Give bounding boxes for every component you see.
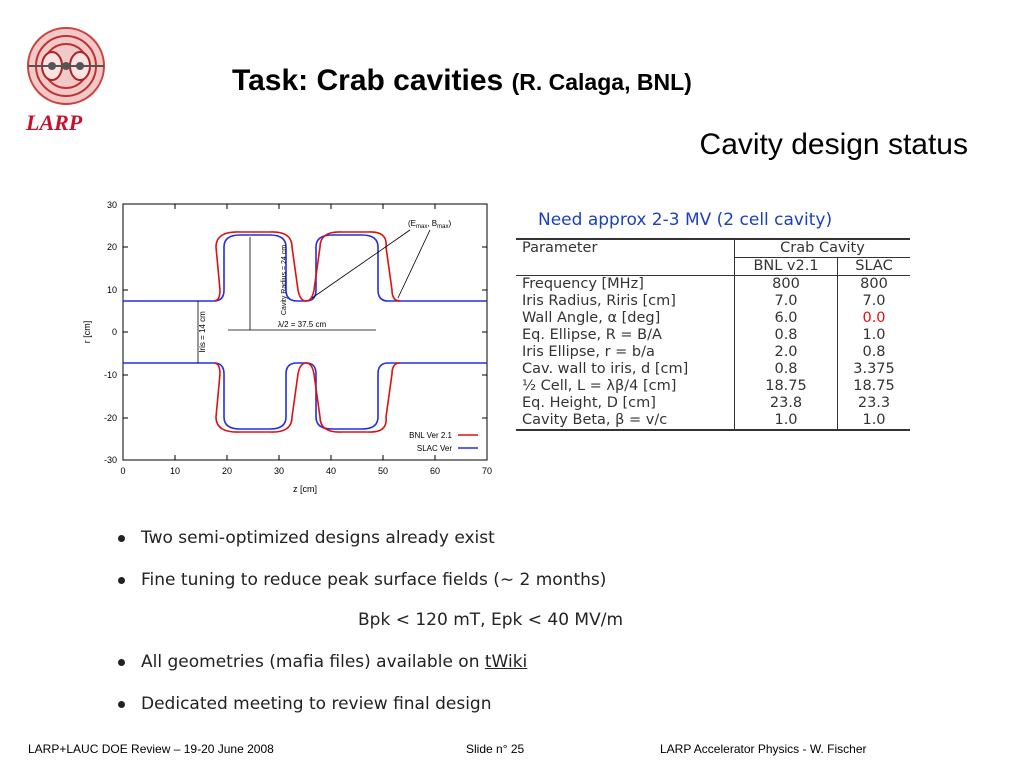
slac-value: 18.75 xyxy=(853,378,895,394)
footer-right: LARP Accelerator Physics - W. Fischer xyxy=(660,742,867,756)
bullet-item xyxy=(118,570,606,590)
bnl-value: 1.0 xyxy=(735,412,838,430)
bullet-dot-icon xyxy=(118,701,125,708)
bullet-item xyxy=(118,528,495,548)
bullet-item xyxy=(118,694,492,714)
table-row xyxy=(516,344,910,361)
cavity-profile-plot xyxy=(80,190,500,505)
bullet-text: Two semi-optimized designs already exist xyxy=(141,528,495,548)
table-row xyxy=(516,327,910,344)
slide-title-main: Task: Crab cavities xyxy=(232,64,504,97)
x-tick-0: 0 xyxy=(120,466,126,476)
param-name: Cav. wall to iris, d [cm] xyxy=(516,361,735,378)
bullet-dot-icon xyxy=(118,535,125,542)
footer-left: LARP+LAUC DOE Review – 19-20 June 2008 xyxy=(28,742,274,756)
col-header-crab-cavity: Crab Cavity xyxy=(735,239,911,258)
footer-slide-number: Slide n° 25 xyxy=(466,742,525,756)
y-tick-30: 30 xyxy=(106,200,117,210)
parameter-table-panel xyxy=(516,210,926,431)
slide-title-author: (R. Calaga, BNL) xyxy=(511,69,692,95)
larp-logo-text: LARP xyxy=(26,110,83,135)
bnl-value: 800 xyxy=(735,276,838,294)
col-header-parameter: Parameter xyxy=(516,239,735,276)
x-tick-50: 50 xyxy=(377,466,389,476)
bnl-value: 7.0 xyxy=(735,293,838,310)
bnl-value: 23.8 xyxy=(735,395,838,412)
bullet-text: Fine tuning to reduce peak surface fields (∼ 2 months) xyxy=(141,570,607,590)
table-heading: Need approx 2-3 MV (2 cell cavity) xyxy=(538,210,833,230)
bnl-value: 6.0 xyxy=(735,310,838,327)
slac-value-highlight: 0.0 xyxy=(862,310,886,326)
bnl-value: 0.8 xyxy=(735,327,838,344)
y-tick-20: 20 xyxy=(106,242,117,252)
param-name: Frequency [MHz] xyxy=(516,276,735,294)
table-row xyxy=(516,378,910,395)
param-name: Eq. Height, D [cm] xyxy=(516,395,735,412)
bnl-value: 18.75 xyxy=(735,378,838,395)
bnl-value: 2.0 xyxy=(735,344,838,361)
y-tick-10: 10 xyxy=(106,285,117,295)
param-name: ½ Cell, L = λβ/4 [cm] xyxy=(516,378,735,395)
slac-value: 7.0 xyxy=(862,293,886,309)
bullet-dot-icon xyxy=(118,577,125,584)
x-tick-40: 40 xyxy=(325,466,337,476)
table-row xyxy=(516,412,910,430)
slac-value: 800 xyxy=(860,276,888,292)
bullet-item xyxy=(118,652,527,672)
x-tick-10: 10 xyxy=(169,466,181,476)
bullet-dot-icon xyxy=(118,659,125,666)
slac-value: 1.0 xyxy=(862,327,886,343)
slide-title xyxy=(232,64,692,98)
bullet-text: Dedicated meeting to review final design xyxy=(141,694,492,714)
table-row xyxy=(516,310,910,327)
x-tick-20: 20 xyxy=(221,466,233,476)
plot-frame xyxy=(123,204,487,460)
x-axis-label: z [cm] xyxy=(293,484,317,494)
y-tick-labels xyxy=(104,200,117,465)
bnl-value: 0.8 xyxy=(735,361,838,378)
table-row xyxy=(516,361,910,378)
param-name: Eq. Ellipse, R = B/A xyxy=(516,327,735,344)
annotation-iris: Iris = 14 cm xyxy=(198,311,207,353)
legend-slac-label: SLAC Ver xyxy=(416,444,452,453)
annotation-half-wavelength: λ/2 = 37.5 cm xyxy=(277,320,327,329)
slide-subtitle: Cavity design status xyxy=(699,128,968,161)
x-tick-labels xyxy=(120,466,492,476)
col-header-slac: SLAC xyxy=(838,258,911,276)
param-name: Iris Radius, Riris [cm] xyxy=(516,293,735,310)
annotation-cavity-radius: Cavity Radius = 24 cm xyxy=(281,244,288,316)
y-axis-label: r [cm] xyxy=(82,320,92,344)
param-name: Wall Angle, α [deg] xyxy=(516,310,735,327)
y-tick-minus10: -10 xyxy=(103,370,117,380)
legend-bnl-label: BNL Ver 2.1 xyxy=(409,431,452,440)
field-limits-formula: Bpk < 120 mT, Epk < 40 MV/m xyxy=(358,610,624,630)
x-tick-70: 70 xyxy=(481,466,493,476)
y-tick-minus30: -30 xyxy=(103,455,117,465)
param-name: Iris Ellipse, r = b/a xyxy=(516,344,735,361)
x-tick-30: 30 xyxy=(273,466,285,476)
y-tick-0: 0 xyxy=(111,327,117,337)
twiki-link[interactable]: tWiki xyxy=(484,652,528,672)
parameter-table xyxy=(516,238,910,431)
slac-value: 1.0 xyxy=(838,412,911,430)
y-tick-minus20: -20 xyxy=(103,413,117,423)
x-tick-60: 60 xyxy=(429,466,441,476)
larp-logo-icon xyxy=(18,22,114,112)
table-row xyxy=(516,395,910,412)
table-row xyxy=(516,293,910,310)
slac-value: 23.3 xyxy=(857,395,891,411)
slac-value: 0.8 xyxy=(862,344,886,360)
bullet-text: All geometries (mafia files) available on xyxy=(141,652,485,672)
table-row xyxy=(516,276,910,294)
col-header-bnl: BNL v2.1 xyxy=(735,258,838,276)
param-name: Cavity Beta, β = v/c xyxy=(516,412,735,430)
cavity-profile-svg xyxy=(80,190,500,500)
slac-value: 3.375 xyxy=(853,361,895,377)
annotation-emax-bmax: ($E_{max}$, $B_{max}$) xyxy=(408,219,452,230)
